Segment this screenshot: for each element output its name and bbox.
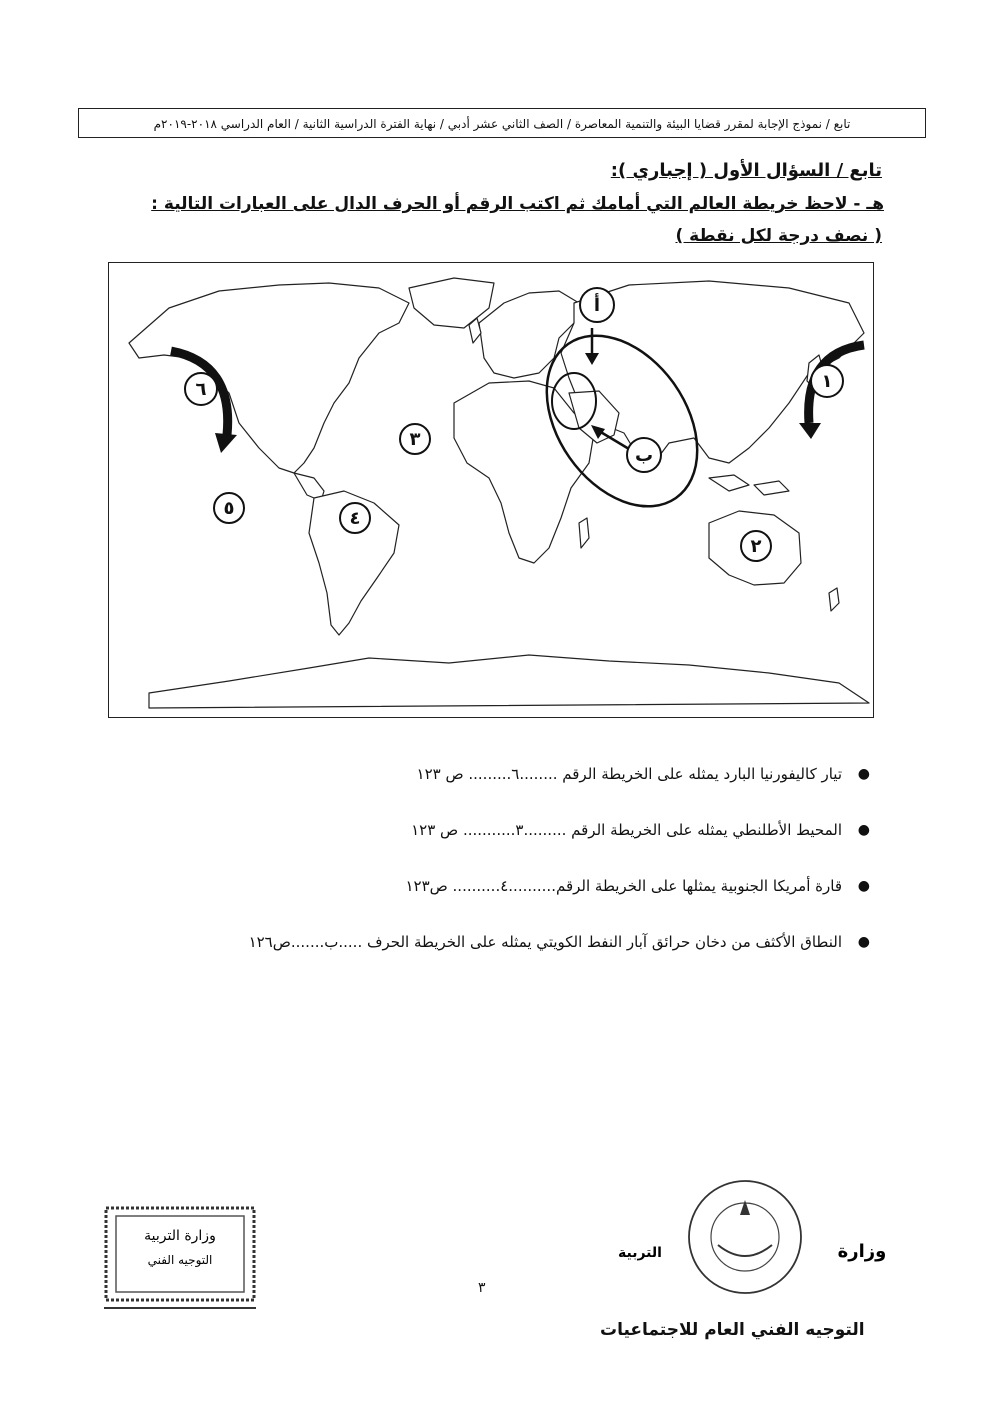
label-ba: ب [634, 445, 654, 466]
stamp-right-svg [600, 1175, 890, 1315]
stamp-right-word-2: التربية [618, 1245, 662, 1261]
world-map-svg [109, 263, 874, 718]
stamp-left-svg [100, 1202, 260, 1314]
label-2: ٢ [750, 536, 762, 557]
label-4: ٤ [349, 508, 361, 529]
answer-item [102, 760, 870, 816]
answer-text: النطاق الأكثف من دخان حرائق آبار النفط الكويتي يمثله على الخريطة الحرف .....ب.......ص١٢٦ [248, 933, 842, 951]
current-arrow-6-head [215, 433, 237, 453]
label-3: ٣ [409, 429, 421, 450]
answer-text: تيار كاليفورنيا البارد يمثله على الخريطة الرقم ........٦......... ص ١٢٣ [416, 765, 842, 783]
header-box [78, 108, 926, 138]
answer-item [102, 872, 870, 928]
north-america-shape [129, 283, 409, 473]
madagascar-shape [579, 518, 589, 548]
bullet-icon: ● [857, 822, 870, 838]
answers-list [102, 760, 870, 984]
question-instruction: هـ - لاحظ خريطة العالم التي أمامك ثم اكتب الرقم أو الحرف الدال على العبارات التالية : [151, 194, 884, 214]
stamp-left-line-2: التوجيه الفني [147, 1253, 213, 1267]
label-5: ٥ [223, 498, 235, 519]
question-points: ( نصف درجة لكل نقطة ) [675, 226, 882, 246]
stamp-right-word-1: وزارة [837, 1241, 887, 1262]
signature-caption: التوجيه الفني العام للاجتماعيات [600, 1320, 865, 1340]
stamp-left [100, 1202, 260, 1318]
label-6: ٦ [195, 379, 207, 400]
answer-item [102, 816, 870, 872]
answer-text: قارة أمريكا الجنوبية يمثلها على الخريطة الرقم..........٤.......... ص١٢٣ [405, 877, 842, 895]
bullet-icon: ● [857, 934, 870, 950]
world-map [108, 262, 874, 718]
bullet-icon: ● [857, 878, 870, 894]
question-title: تابع / السؤال الأول ( إجباري ): [610, 160, 882, 181]
antarctica-shape [149, 655, 869, 708]
header-text: تابع / نموذج الإجابة لمقرر قضايا البيئة والتنمية المعاصرة / الصف الثاني عشر أدبي / نهاية الفترة الدراسية الثانية / العام الدراسي ٢٠١٨-٢٠١٩م [153, 117, 851, 131]
page-number: ٣ [478, 1280, 486, 1296]
bullet-icon: ● [857, 766, 870, 782]
stamp-right [600, 1175, 890, 1319]
new-zealand-shape [829, 588, 839, 611]
answer-text: المحيط الأطلنطي يمثله على الخريطة الرقم .........٣........... ص ١٢٣ [411, 821, 842, 839]
stamp-left-line-1: وزارة التربية [144, 1228, 216, 1244]
label-1: ١ [821, 371, 833, 392]
label-alif: أ [593, 295, 601, 316]
indonesia-shape [709, 475, 789, 495]
answer-item [102, 928, 870, 984]
current-arrow-1-head [799, 423, 821, 439]
europe-shape [479, 291, 579, 378]
